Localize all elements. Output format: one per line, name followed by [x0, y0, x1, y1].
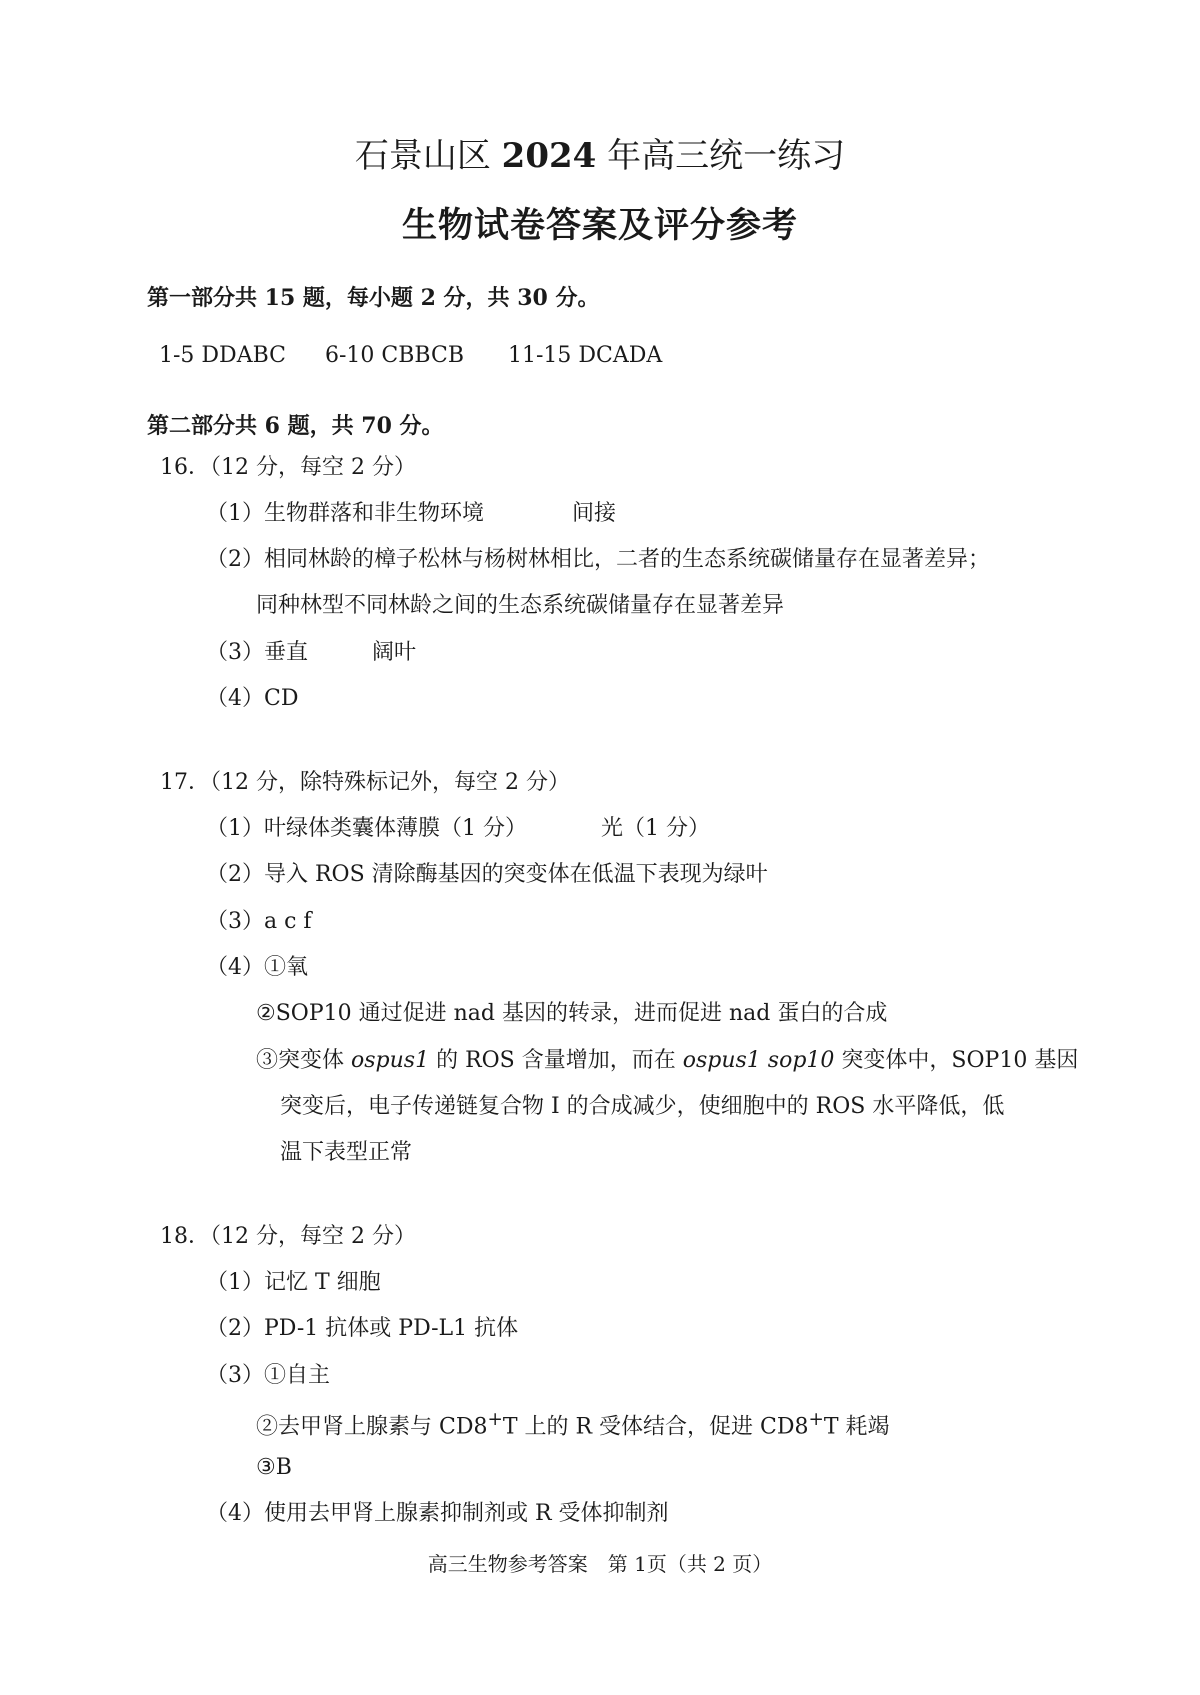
q18-a3-2-text2: T 上的 R 受体结合，促进 CD8 — [502, 1414, 809, 1440]
q17-answer-4-3 — [256, 1048, 1078, 1074]
q16-a3-part1: （3）垂直 — [206, 640, 308, 665]
q18-answer-3-2 — [256, 1409, 890, 1441]
q18-answer-1: （1）记忆 T 细胞 — [206, 1270, 381, 1295]
page-title — [0, 136, 1200, 177]
q18-a3-2-sup2: + — [808, 1409, 824, 1430]
q17-header: 17．（12 分，除特殊标记外，每空 2 分） — [160, 770, 570, 795]
q17-answer-4-2: ②SOP10 通过促进 nad 基因的转录，进而促进 nad 蛋白的合成 — [256, 1001, 888, 1026]
q17-a4-3-gene2: ospus1 sop10 — [682, 1048, 835, 1073]
page-footer: 高三生物参考答案 第 1页（共 2 页） — [427, 1552, 773, 1576]
q17-a4-3-text2: 的 ROS 含量增加，而在 — [429, 1048, 683, 1073]
q16-a3-part2: 阔叶 — [372, 640, 417, 665]
part2-heading: 第二部分共 6 题，共 70 分。 — [147, 413, 444, 439]
q18-answer-3-1: （3）①自主 — [206, 1363, 330, 1388]
q18-answer-3-3: ③B — [256, 1455, 292, 1480]
q18-a3-2-sup1: + — [487, 1409, 503, 1430]
q18-header: 18．（12 分，每空 2 分） — [160, 1224, 416, 1249]
q17-a4-3-text3: 突变体中，SOP10 基因 — [834, 1048, 1079, 1073]
q17-a4-3-gene1: ospus1 — [351, 1048, 430, 1073]
q16-answer-4: （4）CD — [206, 686, 299, 711]
q17-answer-3: （3）a c f — [206, 909, 312, 934]
q16-answer-3 — [206, 640, 416, 666]
part1-heading: 第一部分共 15 题，每小题 2 分，共 30 分。 — [147, 285, 600, 311]
answer-group-6-10: 6-10 CBBCB — [325, 343, 464, 368]
q16-answer-1 — [206, 501, 616, 527]
q16-a1-part2: 间接 — [572, 501, 617, 526]
q17-answer-4-3-cont1: 突变后，电子传递链复合物 I 的合成减少，使细胞中的 ROS 水平降低，低 — [280, 1094, 1005, 1119]
page-subtitle: 生物试卷答案及评分参考 — [401, 205, 798, 246]
q17-a1-part2: 光（1 分） — [601, 816, 710, 841]
q17-answer-2: （2）导入 ROS 清除酶基因的突变体在低温下表现为绿叶 — [206, 862, 768, 887]
q18-a3-2-text3: T 耗竭 — [823, 1414, 890, 1440]
answer-group-1-5: 1-5 DDABC — [159, 343, 286, 368]
q17-a4-3-text1: ③突变体 — [256, 1048, 351, 1073]
answer-group-11-15: 11-15 DCADA — [508, 343, 663, 368]
title-post: 年高三统一练习 — [596, 136, 846, 176]
q17-answer-4-1: （4）①氧 — [206, 955, 308, 980]
title-pre: 石景山区 — [354, 136, 502, 176]
title-year: 2024 — [501, 136, 597, 176]
q17-answer-1 — [206, 816, 710, 842]
part1-answers — [159, 343, 662, 369]
q16-answer-2: （2）相同林龄的樟子松林与杨树林相比，二者的生态系统碳储量存在显著差异； — [206, 547, 990, 572]
q16-answer-2-cont: 同种林型不同林龄之间的生态系统碳储量存在显著差异 — [256, 593, 785, 618]
q16-a1-part1: （1）生物群落和非生物环境 — [206, 501, 484, 526]
q16-header: 16．（12 分，每空 2 分） — [160, 455, 416, 480]
q18-answer-4: （4）使用去甲肾上腺素抑制剂或 R 受体抑制剂 — [206, 1501, 669, 1526]
q18-answer-2: （2）PD-1 抗体或 PD-L1 抗体 — [206, 1316, 519, 1341]
q17-a1-part1: （1）叶绿体类囊体薄膜（1 分） — [206, 816, 527, 841]
q18-a3-2-text1: ②去甲肾上腺素与 CD8 — [256, 1414, 488, 1440]
q17-answer-4-3-cont2: 温下表型正常 — [280, 1140, 413, 1165]
